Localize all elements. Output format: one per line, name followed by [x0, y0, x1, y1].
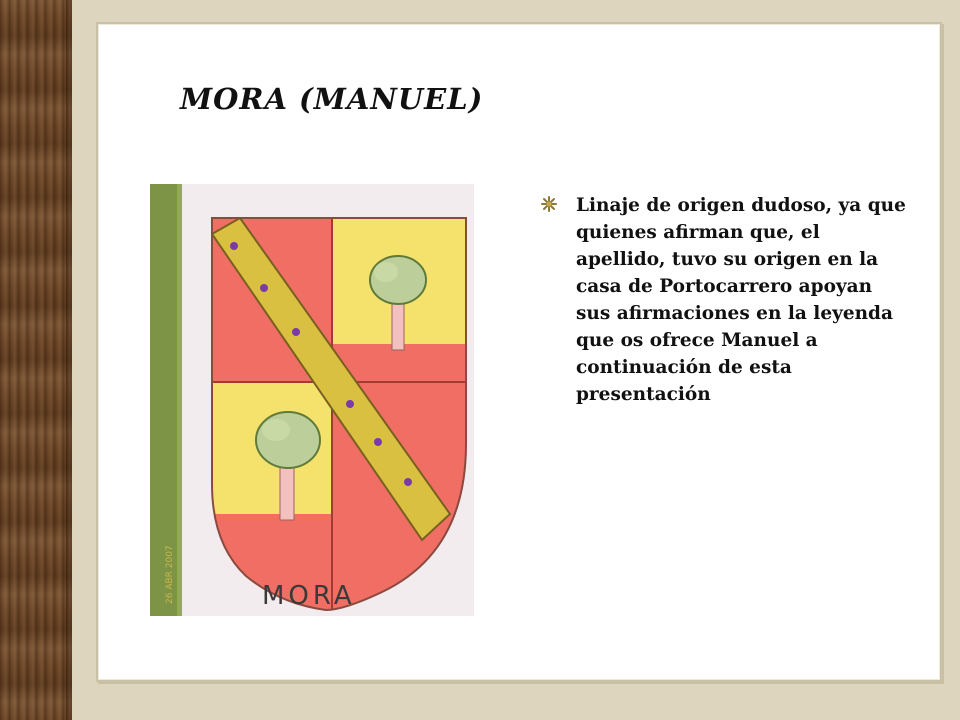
list-item [540, 192, 910, 408]
bullet-text: Linaje de origen dudoso, ya que quienes afirman que, el apellido, tuvo su origen en la casa de Portocarrero apoyan sus afirmaciones en la leyenda que os ofrece Manuel a continuación de esta presentación [576, 195, 906, 405]
bullet-list [540, 192, 910, 408]
asterisk-flower-icon [540, 195, 558, 213]
image-lettering: MORA [262, 581, 356, 611]
slide-title: MORA (MANUEL) [180, 82, 484, 116]
coat-of-arms-photo [150, 184, 474, 616]
image-watermark: 26 ABR 2007 [165, 545, 175, 604]
shield [212, 218, 466, 610]
wood-border [0, 0, 72, 720]
